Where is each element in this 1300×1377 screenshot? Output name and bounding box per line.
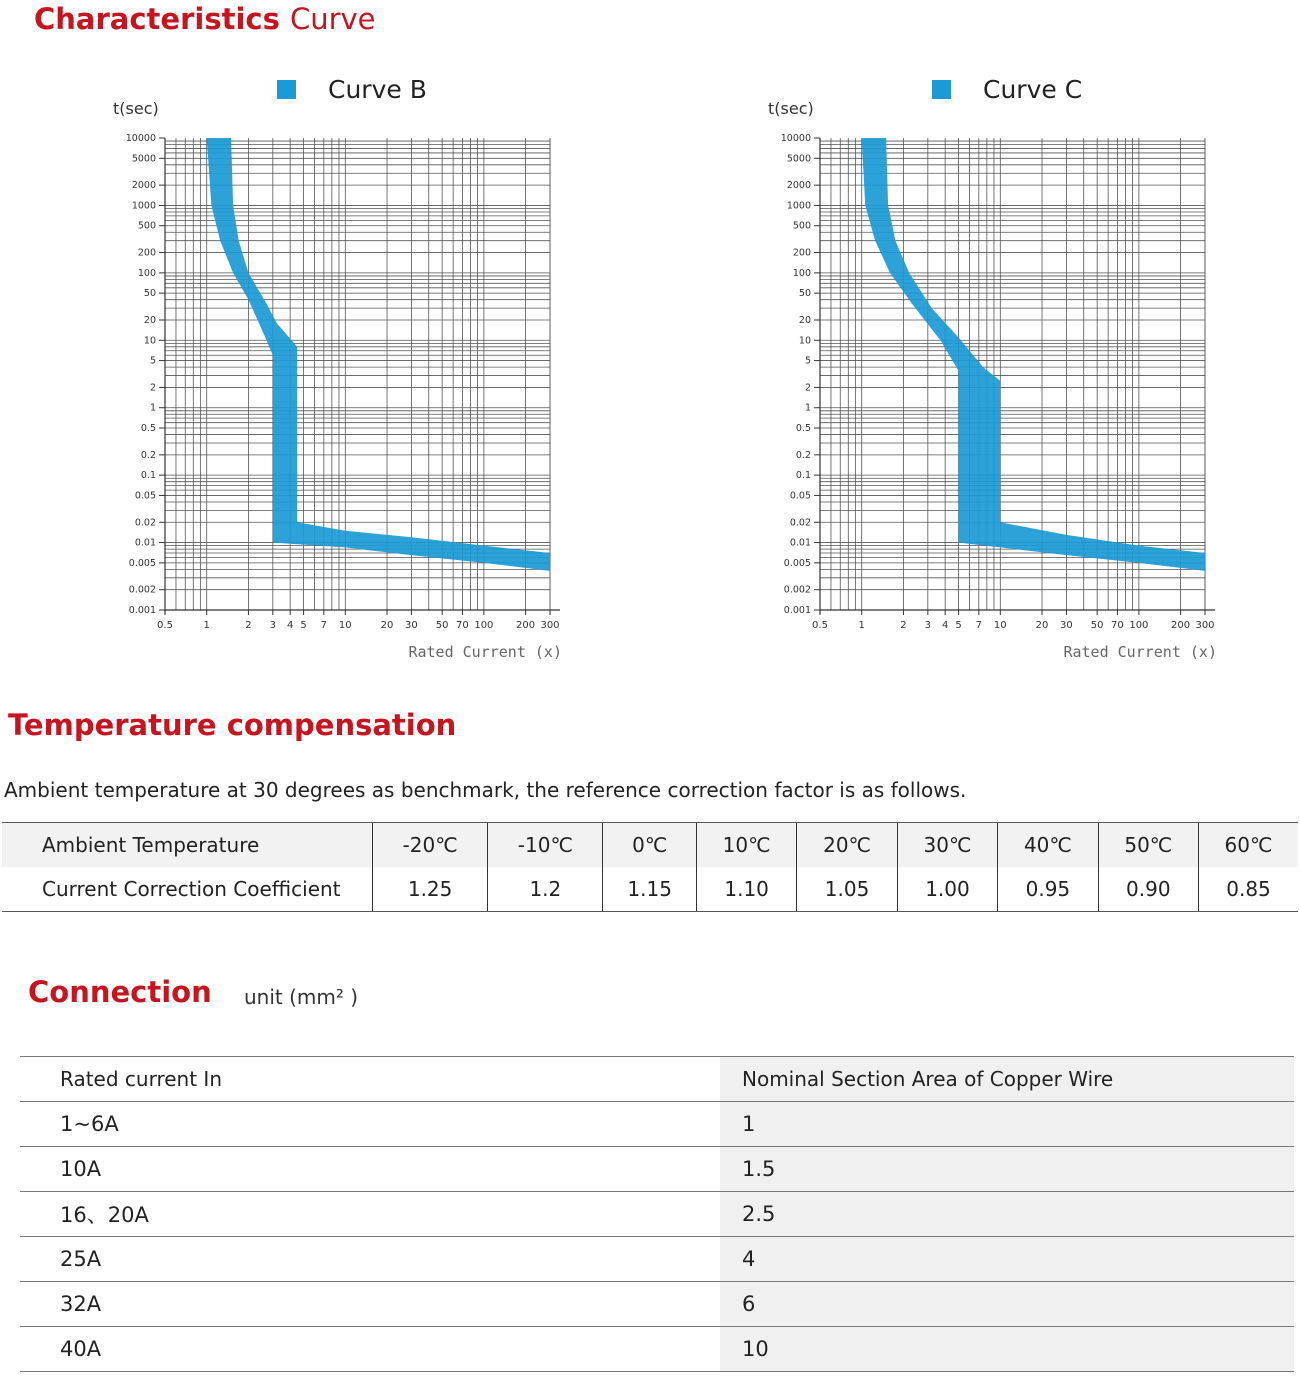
y-tick-label: 5 <box>804 355 811 367</box>
x-tick-label: 70 <box>1111 620 1124 631</box>
x-tick-label: 7 <box>320 620 328 631</box>
table-row <box>2 823 1298 868</box>
table-cell: 1.5 <box>720 1147 1294 1192</box>
legend-label: Curve B <box>328 75 427 104</box>
y-tick-label: 1 <box>149 402 156 414</box>
y-tick-label: 2000 <box>131 180 156 192</box>
x-tick-label: 10 <box>338 620 352 631</box>
y-tick-label: 0.01 <box>134 537 156 549</box>
table-row <box>20 1282 1294 1327</box>
x-tick-label: 2 <box>245 620 252 631</box>
x-tick-label: 20 <box>1035 620 1049 631</box>
x-tick-label: 4 <box>941 620 949 631</box>
table-cell: 2.5 <box>720 1192 1294 1237</box>
curve-b-chart <box>100 60 580 680</box>
table-cell: 4 <box>720 1237 1294 1282</box>
y-tick-label: 0.1 <box>795 470 811 482</box>
x-tick-label: 300 <box>1195 620 1215 631</box>
x-tick-label: 1 <box>203 620 210 631</box>
table-row <box>20 1147 1294 1192</box>
y-tick-label: 10 <box>798 335 811 347</box>
x-tick-label: 50 <box>435 620 449 631</box>
table-cell: -20℃ <box>373 823 488 868</box>
x-axis-title: Rated Current (x) <box>408 643 562 661</box>
table-row <box>2 867 1298 912</box>
y-tick-label: 500 <box>137 220 156 232</box>
y-tick-label: 50 <box>798 288 811 300</box>
table-cell: 6 <box>720 1282 1294 1327</box>
x-tick-label: 300 <box>540 620 560 631</box>
table-cell: 20℃ <box>797 823 897 868</box>
y-tick-label: 10000 <box>780 133 811 144</box>
y-tick-label: 1000 <box>786 200 811 212</box>
legend-swatch <box>277 80 296 99</box>
y-axis-title: t(sec) <box>768 99 814 118</box>
table-row <box>20 1102 1294 1147</box>
x-axis-title: Rated Current (x) <box>1063 643 1217 661</box>
y-tick-label: 1 <box>804 402 811 414</box>
curve-band <box>207 138 550 571</box>
table-cell: 1 <box>720 1102 1294 1147</box>
table-cell: 50℃ <box>1098 823 1198 868</box>
y-tick-label: 200 <box>137 247 156 259</box>
y-tick-label: 10 <box>143 335 156 347</box>
connection-table <box>20 1056 1294 1372</box>
table-cell: 0.95 <box>998 867 1098 912</box>
y-tick-label: 0.002 <box>783 584 811 596</box>
x-tick-label: 3 <box>269 620 277 631</box>
x-tick-label: 30 <box>405 620 418 631</box>
x-tick-label: 5 <box>300 620 307 631</box>
temperature-table <box>2 822 1298 912</box>
characteristics-title-bold: Characteristics <box>34 2 280 36</box>
table-cell: 1~6A <box>20 1102 720 1147</box>
x-tick-label: 4 <box>286 620 294 631</box>
row-label: Current Correction Coefficient <box>2 867 373 912</box>
x-tick-label: 20 <box>380 620 394 631</box>
x-tick-label: 70 <box>456 620 469 631</box>
y-tick-label: 20 <box>798 314 811 326</box>
x-tick-label: 2 <box>900 620 907 631</box>
table-cell: 10A <box>20 1147 720 1192</box>
table-cell: 1.25 <box>373 867 488 912</box>
table-header-row <box>20 1057 1294 1102</box>
x-tick-label: 3 <box>924 620 932 631</box>
table-row <box>20 1192 1294 1237</box>
column-header: Nominal Section Area of Copper Wire <box>720 1057 1294 1102</box>
table-cell: 60℃ <box>1199 823 1298 868</box>
characteristics-title <box>34 2 376 36</box>
x-tick-label: 200 <box>516 620 536 631</box>
table-cell: 25A <box>20 1237 720 1282</box>
column-header: Rated current In <box>20 1057 720 1102</box>
table-cell: 1.10 <box>696 867 796 912</box>
y-tick-label: 0.02 <box>134 517 156 529</box>
temperature-note: Ambient temperature at 30 degrees as benchmark, the reference correction factor is as follows. <box>4 778 967 802</box>
y-tick-label: 0.002 <box>128 584 156 596</box>
x-tick-label: 30 <box>1060 620 1073 631</box>
y-tick-label: 2000 <box>786 180 811 192</box>
table-cell: 1.15 <box>603 867 696 912</box>
x-tick-label: 50 <box>1090 620 1104 631</box>
y-tick-label: 5000 <box>786 153 811 165</box>
y-tick-label: 0.2 <box>140 449 156 461</box>
table-cell: 30℃ <box>897 823 997 868</box>
table-cell: 0.85 <box>1199 867 1298 912</box>
curve-c-chart <box>755 60 1235 680</box>
y-axis-title: t(sec) <box>113 99 159 118</box>
y-tick-label: 0.5 <box>795 423 811 435</box>
y-tick-label: 0.01 <box>789 537 811 549</box>
legend-swatch <box>932 80 951 99</box>
x-tick-label: 100 <box>474 620 494 631</box>
y-tick-label: 0.05 <box>134 490 156 502</box>
y-tick-label: 200 <box>792 247 811 259</box>
y-tick-label: 1000 <box>131 200 156 212</box>
table-cell: 1.2 <box>488 867 603 912</box>
connection-unit: unit (mm² ) <box>244 985 359 1009</box>
y-tick-label: 50 <box>143 288 156 300</box>
x-tick-label: 0.5 <box>812 620 828 631</box>
y-tick-label: 20 <box>143 314 156 326</box>
y-tick-label: 0.5 <box>140 423 156 435</box>
temperature-title: Temperature compensation <box>8 708 457 742</box>
y-tick-label: 0.001 <box>783 605 811 616</box>
y-tick-label: 0.005 <box>783 557 811 569</box>
x-tick-label: 200 <box>1171 620 1191 631</box>
x-tick-label: 5 <box>955 620 962 631</box>
table-cell: 16、20A <box>20 1192 720 1237</box>
table-row <box>20 1237 1294 1282</box>
y-tick-label: 0.005 <box>128 557 156 569</box>
y-tick-label: 0.1 <box>140 470 156 482</box>
y-tick-label: 2 <box>149 382 156 394</box>
table-cell: 1.00 <box>897 867 997 912</box>
curve-band <box>862 138 1205 571</box>
x-tick-label: 10 <box>993 620 1007 631</box>
table-cell: 0.90 <box>1098 867 1198 912</box>
table-cell: 10℃ <box>696 823 796 868</box>
characteristics-title-light: Curve <box>289 2 376 36</box>
table-row <box>20 1327 1294 1372</box>
y-tick-label: 0.02 <box>789 517 811 529</box>
x-tick-label: 1 <box>858 620 865 631</box>
x-tick-label: 0.5 <box>157 620 173 631</box>
y-tick-label: 100 <box>792 267 811 279</box>
y-tick-label: 5000 <box>131 153 156 165</box>
y-tick-label: 500 <box>792 220 811 232</box>
x-tick-label: 100 <box>1129 620 1149 631</box>
table-cell: 32A <box>20 1282 720 1327</box>
connection-title: Connection <box>28 975 212 1009</box>
y-tick-label: 0.2 <box>795 449 811 461</box>
row-label: Ambient Temperature <box>2 823 373 868</box>
table-cell: 0℃ <box>603 823 696 868</box>
y-tick-label: 5 <box>149 355 156 367</box>
y-tick-label: 10000 <box>125 133 156 144</box>
y-tick-label: 0.05 <box>789 490 811 502</box>
y-tick-label: 2 <box>804 382 811 394</box>
table-cell: 1.05 <box>797 867 897 912</box>
table-cell: 10 <box>720 1327 1294 1372</box>
legend-label: Curve C <box>983 75 1083 104</box>
table-cell: 40A <box>20 1327 720 1372</box>
y-tick-label: 0.001 <box>128 605 156 616</box>
x-tick-label: 7 <box>975 620 983 631</box>
table-cell: -10℃ <box>488 823 603 868</box>
y-tick-label: 100 <box>137 267 156 279</box>
table-cell: 40℃ <box>998 823 1098 868</box>
